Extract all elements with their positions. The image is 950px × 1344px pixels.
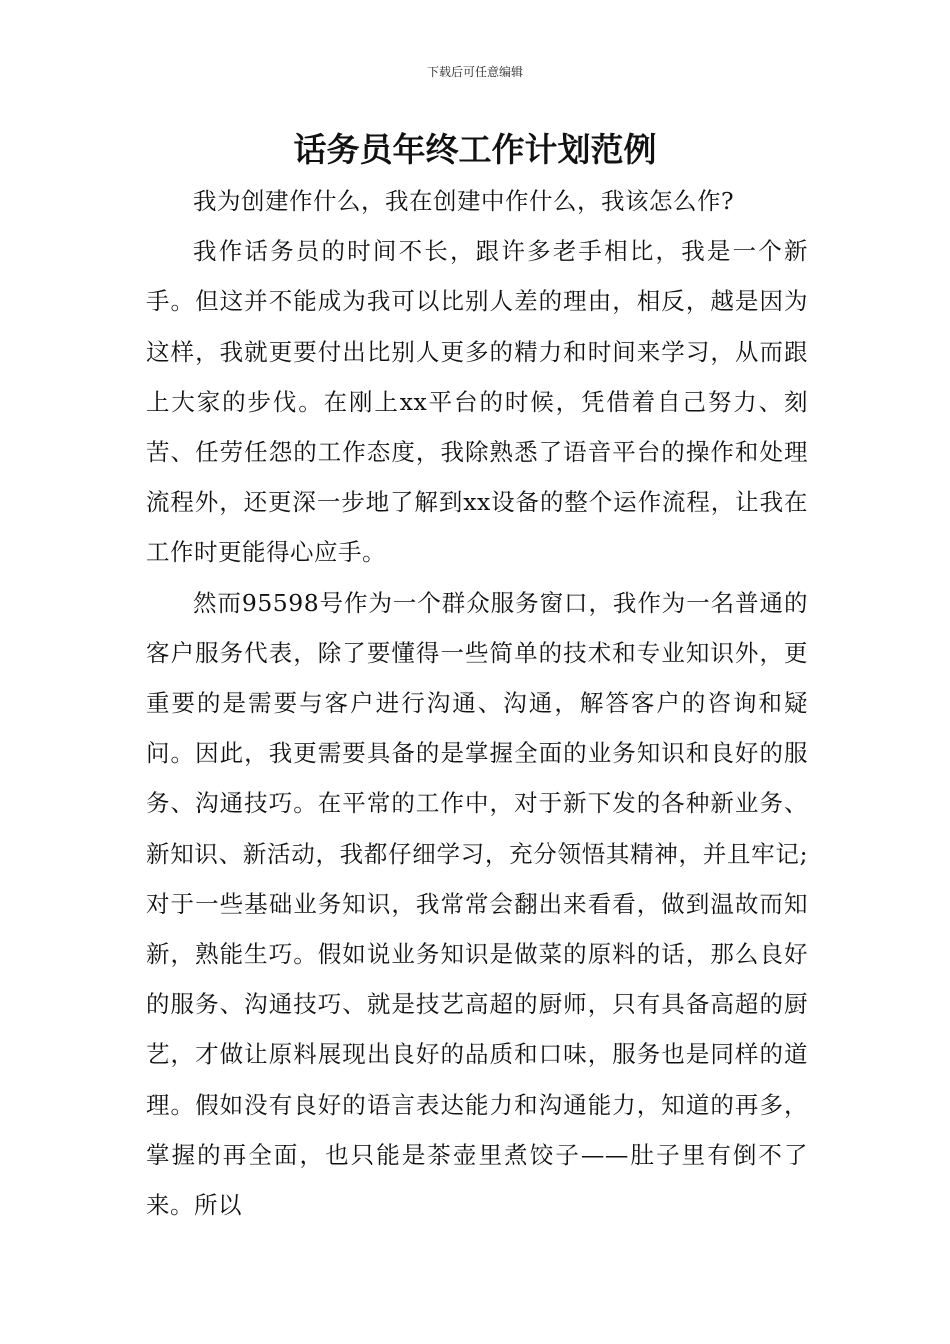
paragraph-service-skills: 然而95598号作为一个群众服务窗口，我作为一名普通的客户服务代表，除了要懂得一些简单的技术和专业知识外，更重要的是需要与客户进行沟通、沟通，解答客户的咨询和疑问。因此，我更需要具备的是掌握全面的业务知识和良好的服务、沟通技巧。在平常的工作中，对于新下发的各种新业务、新知识、新活动，我都仔细学习，充分领悟其精神，并且牢记;对于一些基础业务知识，我常常会翻出来看看，做到温故而知新，熟能生巧。假如说业务知识是做菜的原料的话，那么良好的服务、沟通技巧、就是技艺高超的厨师，只有具备高超的厨艺，才做让原料展现出良好的品质和口味，服务也是同样的道理。假如没有良好的语言表达能力和沟通能力，知道的再多，掌握的再全面，也只能是茶壶里煮饺子——肚子里有倒不了来。所以: [146, 588, 808, 1220]
header-note: 下载后可任意编辑: [426, 65, 523, 79]
paragraph-newcomer: 我作话务员的时间不长，跟许多老手相比，我是一个新手。但这并不能成为我可以比别人差的理由，相反，越是因为这样，我就更要付出比别人更多的精力和时间来学习，从而跟上大家的步伐。在刚上xx平台的时候，凭借着自己努力、刻苦、任劳任怨的工作态度，我除熟悉了语音平台的操作和处理流程外，还更深一步地了解到xx设备的整个运作流程，让我在工作时更能得心应手。: [146, 237, 808, 567]
document-body: [146, 176, 808, 1230]
paragraph-intro-question: 我为创建作什么，我在创建中作什么，我该怎么作?: [193, 187, 735, 215]
document-title: 话务员年终工作计划范例: [293, 130, 657, 169]
